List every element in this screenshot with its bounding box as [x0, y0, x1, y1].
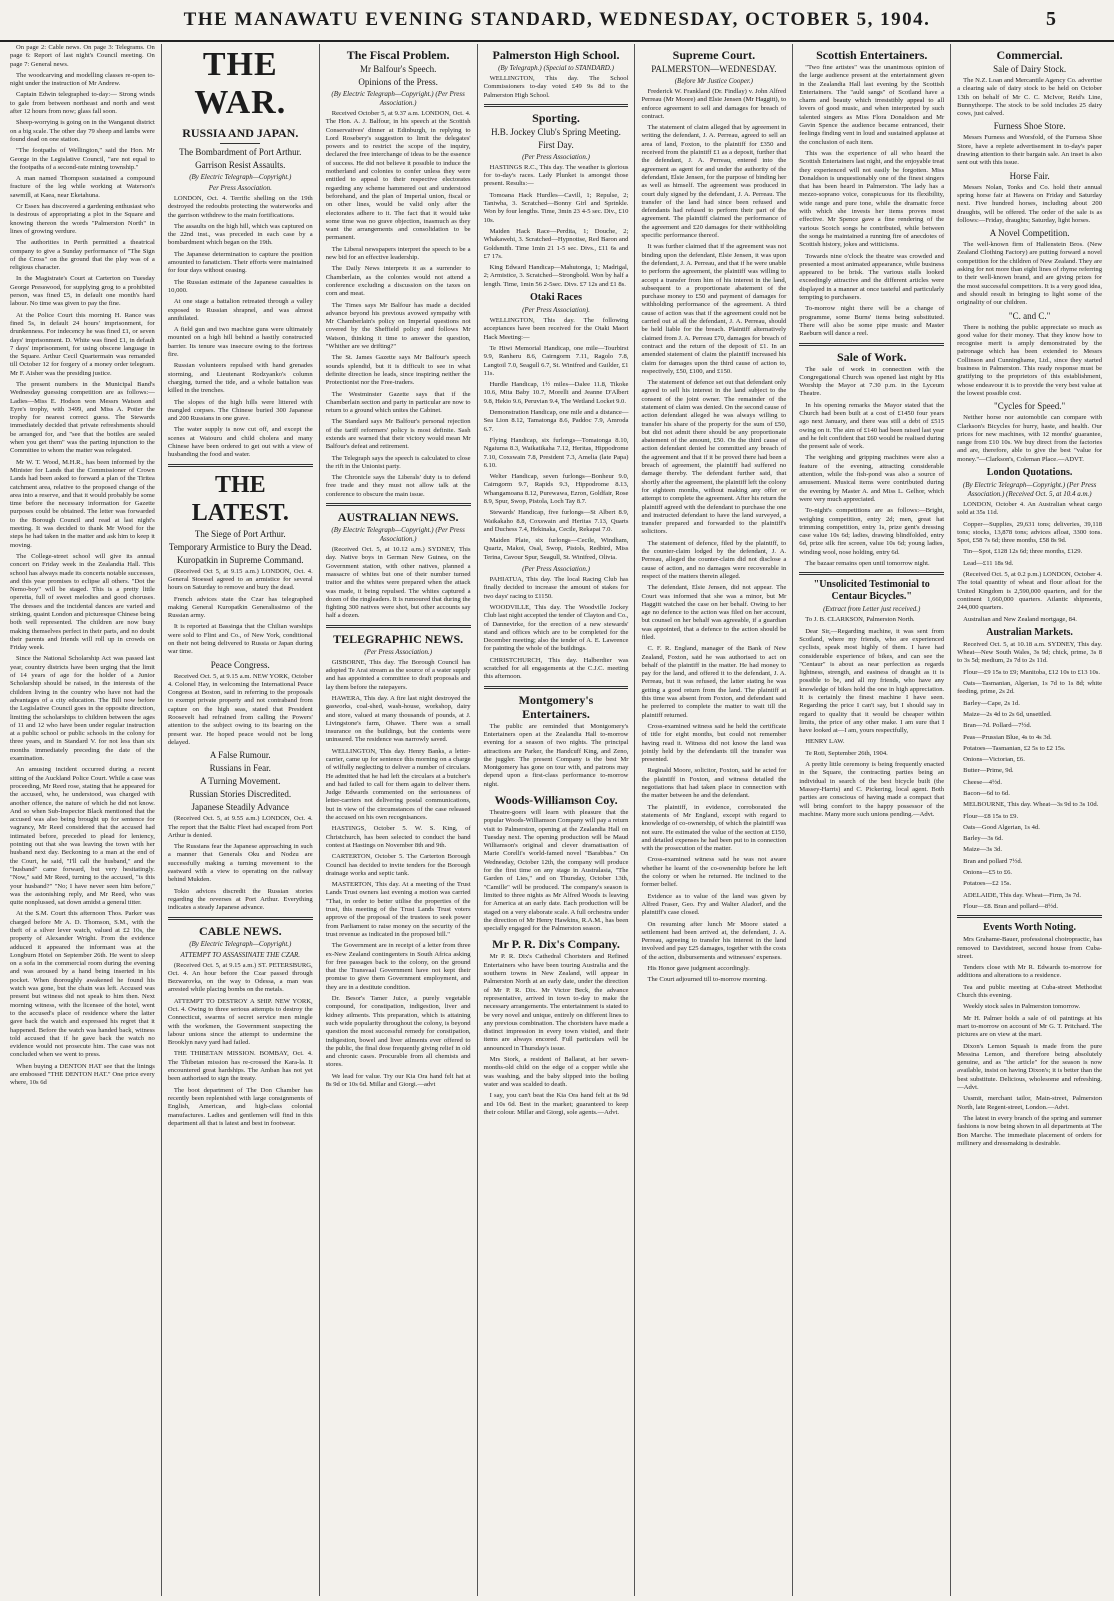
masthead	[0, 0, 1114, 42]
article-paragraph: CARTERTON, October 5. The Carterton Borough Council has decided to invite tenders for the Borough drainage works and septic tank.	[325, 853, 471, 877]
article-paragraph: WELLINGTON, This day. The following acceptances have been received for the Otaki Maori Hack Meeting:—	[483, 317, 629, 341]
article-paragraph: ADELAIDE, This day. Wheat—Firm, 3s 7d.	[963, 891, 1081, 899]
article-paragraph: The Standard says Mr Balfour's personal rejection of the tariff reformers' policy is most definite. Sash extends are warned that their victory would mean Mr Balfour's defeat and retirement.	[325, 418, 471, 451]
article-paragraph: There is nothing the public appreciate so much as good value for their money. That they know how to recognise merit is amply demonstrated by the patronage which has been extended to Messrs Collinson and Cunninghame, Ltd., since they started business in Palmerston. This ready response must be gratifying to the proprietors of this establishment, whose endeavour it is to provide the very best value at the lowest possible cost.	[957, 323, 1103, 397]
hb-body	[484, 164, 629, 289]
article-paragraph: The plaintiff, in evidence, corroborated the statements of Mr England, except with regard to knowledge of co-ownership, of which the plaintiff was not sure. He estimated the value of the section at £150, and detailed expenses he had been put to in connection with the prosecution of the matter.	[641, 803, 787, 853]
column-5	[635, 44, 793, 1596]
divider	[326, 625, 471, 628]
supreme-court-heading: Supreme Court.	[672, 48, 756, 62]
article-paragraph: Dr. Besor's Tamer Juice, a purely vegetable compound, for constipation, indigestion, liver and kidney ailments. This preparation, which is attaining such wide popularity throughout the colony, is beyond question the most successful remedy for constipation, indigestion, bowel and liver ailments ever offered to the public, the final dose frequently giving relief in old and chronic cases. Procurable from all chemists and stores.	[325, 995, 471, 1069]
article-paragraph: Potatoes—£2 15s.	[963, 880, 1012, 888]
turning-heading: A Turning Movement.	[200, 776, 281, 787]
supreme-court-subhead: PALMERSTON—WEDNESDAY.	[651, 64, 777, 74]
article-paragraph: C. F. R. England, manager of the Bank of New Zealand, Foxton, said he was authorised to act on behalf of the plaintiff in the matter. He had money to pay for the land, and offered it to the defendant, J. A. Perreau, but it was refused, the latter stating he was getting a good return from the land. The plaintiff at this time was absent from Foxton, and defendant said he preferred to complete the matter to wait till the plaintiff returned.	[641, 645, 787, 719]
article-paragraph: Tenders close with Mr R. Edwards to-morrow for additions and alterations to a residence.	[957, 964, 1103, 980]
article-paragraph: We lead for value. Try our Kia Ora hand felt hat at 8s 9d or 10s 6d. Millar and Giorgi.—advt	[325, 1072, 471, 1088]
article-paragraph: Maiden Plate, six furlongs—Cecile, Windham, Quartz, Makoi, Osal, Swop, Pistols, Redbird, Miss Terina, Cavour Spur, Seagull, St. Winifred, Olivia.	[483, 537, 629, 561]
article-paragraph: Received Oct. 5, at 10.18 a.m. SYDNEY, This day. Wheat—New South Wales, 3s 9d; chick, prime, 3s 8 to 3s 5d; medium, 2s 7d to 2s 11d.	[957, 640, 1103, 665]
cycles-heading: "Cycles for Speed."	[994, 401, 1066, 412]
war-subhead: RUSSIA AND JAPAN.	[182, 126, 299, 140]
article-paragraph: It is reported at Bassinga that the Chilian warships were sold to Flint and Co., of New York, conditional on their not being delivered to Russia or Japan during war time.	[167, 623, 313, 656]
article-paragraph: HASTINGS R.C., This day. The weather is glorious for to-day's races. Lady Plunket is amongst those present. Results:—	[483, 163, 629, 188]
novel-competition-body	[957, 241, 1102, 307]
article-paragraph: PAHIATUA, This day. The local Racing Club has finally decided to increase the amount of stakes for two days' racing to £1150.	[483, 576, 629, 600]
sale-of-work-body	[799, 366, 944, 569]
article-paragraph: Reginald Moore, solicitor, Foxton, said he acted for the plaintiff in Foxton, and witness detailed the negotiations that had taken place in connection with the matter between he and the defendant.	[641, 767, 787, 800]
article-paragraph: Stewards' Handicap, five furlongs—St Albert 8.9, Waikakaho 8.8, Coxswain and Heritas 7.13, Quarts and Duchess 7.4, Hekinaka, Cecile, Rekapai 7.0.	[483, 509, 629, 533]
war-body	[168, 195, 313, 460]
novel-competition-heading: A Novel Competition.	[989, 228, 1070, 239]
article-paragraph: HENRY LAW.	[805, 738, 845, 746]
divider	[484, 686, 629, 689]
horse-fair-heading: Horse Fair.	[1009, 170, 1050, 181]
article-paragraph: HAWERA, This day. A fire last night destroyed the gasworks, coal-shed, wash-house, workshop, dairy and store, valued at many thousands of pounds, at J. Livingstone's farm, Ohawe. There was a small insurance on the buildings, but the contents were uninsured. The residence was narrowly saved.	[325, 694, 471, 744]
article-paragraph: The authorities in Perth permitted a theatrical company to give a Sunday performance of "The Sign of the Cross" on the ground that the play was of a religious character.	[10, 239, 155, 272]
article-paragraph: (Received Oct 5, at 9.15 a.m.) LONDON, Oct. 4. General Stoessel agreed to an armistice for several hours on Saturday to remove and bury the dead.	[167, 567, 313, 592]
article-paragraph: Flour—£8 15s to £9.	[963, 812, 1019, 820]
war-credit: (By Electric Telegraph—Copyright.)	[189, 173, 292, 181]
article-paragraph: It was further claimed that if the agreement was not binding upon the defendant, Elsie Jensen, it was upon the defendant, J. A. Perreau, and that if he were unable to perform the agreement, the plaintiff was willing to accept a transfer from him of his interest in the land, subsequent to a proportionate abatement of the purchase money to £50 and payment of damages for withholding performance of the agreement. A third cause of action was that if the agreement could not be carried out at all the defendant, J. A. Perreau, should be held liable for the breach. Plaintiff alternatively claimed from J. A. Perreau £70, damages for breach of contract and the return of the deposit of £1. In an amended statement of claim the plaintiff increased his claim for damages upon the third cause of action to, respectively, £50, £100, and £150.	[641, 243, 787, 375]
australian-news-body	[326, 546, 471, 621]
london-quotations-body	[957, 501, 1102, 624]
high-school-heading: Palmerston High School.	[492, 48, 620, 62]
article-paragraph: Hurdle Handicap, 1½ miles—Dalee 11.8, Tikoke 10.6, Mita Baby 10.7, Morelli and Jeanne D'Albert 9.8, Hekio 9.6, Peruvian 9.4, The Wetland Locket 9.0.	[483, 381, 629, 405]
article-paragraph: The Court adjourned till to-morrow morning.	[647, 976, 767, 984]
war-subhead-3: Garrison Resist Assaults.	[195, 160, 286, 170]
pahiatua-credit: (Per Press Association.)	[522, 565, 590, 574]
page-number: 5	[1046, 8, 1056, 30]
australian-markets-heading: Australian Markets.	[986, 626, 1073, 638]
london-credit: (By Electric Telegraph—Copyright.) (Per Press Association.) (Received Oct. 5, at 10.4 a.m.)	[962, 480, 1097, 498]
peace-heading: Peace Congress.	[210, 659, 270, 670]
fiscal-subhead-2: Opinions of the Press.	[358, 77, 438, 87]
column-1	[4, 44, 162, 1596]
article-paragraph: "Two fine artistes" was the unanimous opinion of the large audience present at the entertainment given in the Zealandia Hall last evening by the Scottish Entertainers. The "auld sangs" of Scotland have a charm and beauty which irresistibly appeal to all lovers of good music, and when interpreted by such talented singers as Miss Flora Donaldson and Mr Gavin Spence the audience became entranced, their feelings finding vent in loud and sustained applause at the conclusion of each item.	[799, 64, 945, 146]
newspaper-columns	[4, 44, 1108, 1596]
dix-company-body	[484, 953, 629, 1117]
article-paragraph: On page 2: Cable news. On page 3: Telegrams. On page 6: Report of last night's Council meeting. On page 7: General news.	[10, 44, 155, 68]
article-paragraph: The Japanese determination to capture the position amounted to fanaticism. Their efforts were maintained for four days without ceasing.	[167, 250, 313, 275]
divider	[168, 917, 313, 920]
article-paragraph: In his opening remarks the Mayor stated that the Church had been built at a cost of £1450 four years ago next January, and there was still a debt of £515 owing on it. The aim of £140 had been raised last year and he felt confident that £60 would be realised during the present sale of work.	[799, 401, 945, 451]
article-paragraph: WELLINGTON, This day. The School Commissioners to-day voted £49 9s 8d to the Palmerston High School.	[483, 75, 629, 99]
article-paragraph: Captain Edwin telegraphed to-day:— Strong winds to gale from between northeast and north and west after 12 hours from now; glass fall soon.	[10, 91, 155, 116]
divider	[799, 572, 944, 575]
article-paragraph: The St. James Gazette says Mr Balfour's speech sounds splendid, but it is difficult to see in what definite direction he leads, since inspiring neither the Protectionist nor the Free-traders.	[325, 354, 471, 387]
article-paragraph: To-night's competitions are as follows:—Bright, weighing competition, entry 2d; men, great hat trimming competition, entry 1s, prize gent's dressing case value 10s 6d; ladies, drawing blindfolded, entry 6d, prize silk fire screen, value 10s 6d; young ladies, winding wool, nose holding, entry 6d.	[799, 507, 945, 556]
article-paragraph: The statement of claim alleged that by agreement in writing the defendant, J. A. Perreau, agreed to sell an area of land, Foxton, to the plaintiff for £350 and received from the plaintiff £1 as a deposit, further that the defendant, J. A. Perreau, entered into the agreement as agent for and under the authority of the defendant, Elsie Jensen, for the purpose of binding her as well as himself. The agreement was produced in court duly signed by the defendant, J. A. Perreau. The transfer of the land had since been refused and defendants had refused to perform their part of the agreement. The plaintiff claimed the performance of the agreement and £20 damages for their withholding specific performance thereof.	[641, 124, 787, 240]
latest-headline: THE LATEST.	[191, 471, 289, 526]
article-paragraph: MELBOURNE, This day. Wheat—3s 9d to 3s 10d.	[963, 801, 1099, 809]
peace-body	[168, 673, 313, 748]
article-paragraph: The Telegraph says the speech is calculated to close the rift in the Unionist party.	[325, 454, 471, 470]
high-school-body	[484, 75, 629, 100]
article-paragraph: At the Police Court this morning H. Rance was fined 5s, in default 24 hours' imprisonment, for drunkenness. For indecency he was fined £1, or seven days' imprisonment. D. White was fined £1, in default 7 days' imprisonment, for using obscene language in the Square. Arthur Cecil Quartermain was remanded till October 12 for forgery of a money order telegram. Mr F. Aisher was the presiding justice.	[10, 311, 155, 377]
horse-fair-body	[957, 184, 1102, 225]
war-credit-2: Per Press Association.	[208, 184, 272, 192]
article-paragraph: Weekly stock sales in Palmerston tomorrow.	[963, 1003, 1081, 1011]
cable-news-heading: CABLE NEWS.	[198, 923, 282, 938]
article-paragraph: Maize—2s 4d to 2s 6d, unsettled.	[963, 710, 1052, 718]
article-paragraph: Dixon's Lemon Squash is made from the pure Messina Lemon, and therefore being absolutely genuine, and as "the article" for the season is now available, insist on having Dixon's; it is better than the best substitute. Delicious, wholesome and refreshing.—Advt.	[957, 1042, 1103, 1092]
article-paragraph: King Edward Handicap—Mahutonga, 1; Madrigal, 2; Armistice, 3. Scratched—Strongbold. Won by half a length. Time, 1min 56 2-5sec. Divs. £7 12s and £1 8s.	[483, 264, 629, 288]
supreme-court-subhead-2: (Before Mr Justice Cooper.)	[674, 77, 753, 85]
article-paragraph: Mr H. Palmer holds a sale of oil paintings at his mart to-morrow on account of Mr G. T. Pritchard. The pictures are on view at the mart.	[957, 1014, 1103, 1039]
article-paragraph: Evidence as to value of the land was given by Alfred Fraser, Geo. Fry and Walter Aladorf, and the plaintiff's case closed.	[641, 892, 787, 917]
article-paragraph: At the S.M. Court this afternoon Thos. Parker was charged before Mr A. D. Thomson, S.M., with the theft of a silver lever watch, valued at £2 10s, the property of Alexander Wright. From the evidence adduced it appeared the informant was at the Longburn Hotel on September 26th. He went to sleep on a sofa in the commercial room during the evening and was aroused by a hand being inserted in his pocket. When thoroughly awakened he found his watch was gone, but the chain was left. Accused was present but witness did not speak to him then. Next morning witness, with the licensee of the hotel, went to the accused's place of residence where the latter gave back the watch and expressed his regret that it happened. Before the watch was handed back, witness told accused that if he gave back the watch no evidence would not prosecute him. The case was not concluded when we went to press.	[10, 910, 155, 1059]
article-paragraph: Messrs Furness and Worsfold, of the Furness Shoe Store, have a replete advertisement in to-day's paper drawing attention to their bargain sale. An inset is also sent out with this issue.	[957, 134, 1103, 167]
article-paragraph: The Russian estimate of the Japanese casualties is 10,000.	[167, 278, 313, 294]
article-paragraph: The statement of defence set out that defendant only agreed to sell his interest in the land subject to the consent of the joint owner. The remainder of the statement of claim was denied. On the second cause of action defendant alleged he was always willing to transfer his share of the property for the sum of £50, but did not admit there should be any proportionate abatement of the amount, £50. On the third cause of action defendant denied he committed any breach of the agreement and that if it be proved there had been a breach of agreement, the plaintiff had suffered no damage thereby. The defendant further said, that shortly after the agreement, the plaintiff left the colony for eighteen months, without making any offer or attempt to complete the agreement. After his return the plaintiff agreed with the defendant to purchase the one and instructed defendant to have the land surveyed, a transfer prepared and forwarded to the plaintiff's solicitors.	[641, 379, 787, 536]
australian-news-credit: (By Electric Telegraph—Copyright.) (Per Press Association.)	[331, 526, 465, 544]
article-paragraph: A pretty little ceremony is being frequently enacted in the Square, the contracting parties being an individual in search of the best bicycle built (the Massey-Harris) and C. Pickering, local agent. Both parties are conscious of having made a compact that will bring comfort to the happy possessor of the machine. Many more such unions pending.—Advt.	[799, 761, 945, 818]
article-paragraph: To J. B. CLARKSON, Palmerston North.	[805, 616, 915, 624]
latest-subhead: The Siege of Port Arthur.	[194, 528, 286, 539]
telegraphic-news-body	[326, 659, 471, 1090]
article-paragraph: Neither horse nor automobile can compare with Clarkson's Bicycles for hurry, haste, and health. Our prices for new machines, with 12 months' guarantee, range from £10 10s. We buy direct from the factories and are, therefore, able to give the best "value for money."—Clarkson's, Coleman Place.—ADVT.	[957, 414, 1103, 463]
article-paragraph: A man named Thompson sustained a compound fracture of the leg while working at Waterson's sawmill, at Kaea, near Eketahuna.	[10, 175, 155, 199]
article-paragraph: Oats—Tasmanian, Algerian, 1s 7d to 1s 8d; white feeding, prime, 2s 2d.	[957, 680, 1103, 696]
article-paragraph: The defendant, Elsie Jensen, did not appear. The Court was informed that she was a minor, but Mr Haggitt watched the case on her behalf. Owing to her age no defence to the action was filed on her account, but counsel on her behalf was agreeable, if a guardian was appointed, that a defence to the action should be filed.	[641, 584, 787, 641]
divider	[799, 343, 944, 346]
article-paragraph: WELLINGTON, This day. Henry Banks, a letter-carrier, came up for sentence this morning on a charge of wilfully neglecting to deliver a number of circulars. He admitted that he had left the circulars at a butcher's and had failed to call for them again to deliver them. Judge Edwards commented on the seriousness of letter-carriers not delivering postal communications, but in view of the circumstances of the case released the accused on his own recognisances.	[325, 747, 471, 822]
article-paragraph: Tomoana Hack Hurdles—Cavill, 1; Repulse, 2; Taniwha, 3. Scratched—Bonny Girl and Sprinkle. Won by four lengths. Time, 3min 23 4-5 sec. Div., £10 10s.	[483, 191, 629, 224]
furness-body	[957, 134, 1102, 167]
article-paragraph: ATTEMPT TO DESTROY A SHIP. NEW YORK, Oct. 4. Owing to three serious attempts to destroy the Connecticut, swarms of secret service men mingle with the workmen, the Government suspecting the labour unions since the attempt to undermine the Brooklyn navy yard had failed.	[167, 997, 313, 1047]
article-paragraph: Cr Essex has discovered a gardening enthusiast who is desirous of appropriating a plot in the Square and knowing thereon the words "Palmerston North" in lines of growing verdure.	[10, 203, 155, 235]
article-paragraph: Sheep-worrying is going on in the Wanganui district on a big scale. The other day 79 sheep and lambs were found dead on one station.	[10, 119, 155, 143]
c-and-c-body	[957, 324, 1102, 399]
article-paragraph: Bacon—6d to 6d.	[963, 790, 1010, 797]
article-paragraph: Mrs Stork, a resident of Ballarat, at her seven-months-old child on the edge of a copper while she was washing, and the baby slipped into the boiling water and was scalded to death.	[483, 1056, 629, 1088]
article-paragraph: LONDON, October 4. An Australian wheat cargo sold at 35s 11d.	[957, 500, 1103, 517]
article-paragraph: An amusing incident occurred during a recent sitting of the Auckland Police Court. While a case was proceeding, Mr Reed rose, stating that he appeared for the accused, who, he understood, was charged with another offence, the nature of which he did not know. And so when Sub-Inspector Black mentioned that the accused was also being brought up for sentence for vagrancy, Mr Reed considered that the accused had intimated before, preceded to plead for leniency, pointing out that she was leaving the town with her husband next day. Beckoning to a man at the end of the Court, he said, "I'll call the husband," and the "husband" came forward, but very hesitatingly. "Now," said Mr Reed, turning to the accused, "is this your husband?" "No; I have never seen him before," was the astonishing reply, and Mr Reed, who was quite nonplussed, sat down amidst a general titter.	[10, 766, 155, 907]
stories-heading: Russian Stories Discredited.	[189, 789, 292, 800]
article-paragraph: To-morrow night there will be a change of programme, some Burns' items being substituted. There will also be some pipe music and Master Raeburn will dance a reel.	[799, 305, 945, 338]
telegraphic-news-heading: TELEGRAPHIC NEWS.	[333, 631, 464, 646]
article-paragraph: Received Oct. 5, at 9.15 a.m. NEW YORK, October 4. Colonel Hay, in welcoming the International Peace Congress at Boston, said in referring to the proposals to exempt private property and not contraband from capture on the high seas, stated that President Roosevelt had refrained from calling the Powers' attention to the subject owing to its bearing on the present war. He hoped peace would not be long delayed.	[167, 672, 313, 746]
article-paragraph: Mrs Grahame-Bauer, professional choiropractic, has removed to Davidstreet, second house from Cuba-street.	[957, 936, 1103, 960]
article-paragraph: In the Magistrate's Court at Carterton on Tuesday George Presswood, for supplying grog to a prohibited person, was fined £5, in default one month's hard labour. No time was given to pay the fine.	[10, 275, 155, 308]
pahiatua-body	[484, 576, 629, 682]
scottish-entertainers-heading: Scottish Entertainers.	[816, 48, 928, 62]
article-paragraph: MASTERTON, This day. At a meeting of the Trust Lands Trust owners last evening a motion was carried "That, in order to better utilise the properties of the trust, this meeting of the Trust Lands Trust voters approve of the proposal of the trustees to seek power from Parliament to raise money on the security of the trust revenue as indicated in the proposed bill."	[325, 881, 471, 938]
article-paragraph: WOODVILLE, This day. The Woodville Jockey Club last night accepted the tender of Clayton and Co., of Dannevirke, for the erection of a new stewards' stand and offices which are to be completed for the December meeting; also the tender of A. E. Lawrence for painting the whole of the buildings.	[483, 603, 629, 653]
article-paragraph: Maize—3s 3d.	[963, 846, 1002, 854]
article-paragraph: His Honor gave judgment accordingly.	[647, 964, 750, 972]
rumour-body	[168, 815, 313, 912]
advance-heading: Japanese Steadily Advance	[191, 802, 290, 813]
article-paragraph: Welter Handicap, seven furlongs—Bonheur 9.0, Cairngorm 9.7, Rapids 9.3, Hippodrome 8.13, Whangamoana 8.12, Purewawa, Ezron, Goldfair, Rose 8.9, Spur, Swop, Pistola, Loch Tay 8.7.	[483, 473, 629, 505]
article-paragraph: (Received Oct. 5, at 9.55 a.m.) LONDON, Oct. 4. The report that the Baltic Fleet had escaped from Port Arthur is denied.	[167, 815, 313, 839]
article-paragraph: The latest in every branch of the spring and summer fashions is now being shown in all departments at The Bon Marche. The immediate placement of orders for millinery and dressmaking is desirable.	[957, 1114, 1103, 1147]
otaki-heading: Otaki Races	[530, 292, 582, 304]
dairy-heading: Sale of Dairy Stock.	[993, 64, 1067, 74]
fiscal-headline: The Fiscal Problem.	[346, 48, 450, 62]
article-paragraph: The Times says Mr Balfour has made a decided advance beyond his previous avowed sympathy with Mr Chamberlain's policy on Imperial questions not covered by the Sheffield policy and follows Mr Watson, thinking it time to answer the question, "Whither are we drifting?"	[325, 301, 471, 351]
article-paragraph: Cross-examined witness said he was not aware whether he learnt of the co-ownership before he left the colony or when he returned. He inclined to the former belief.	[641, 856, 787, 889]
divider	[168, 464, 313, 467]
article-paragraph: Demonstration Handicap, one mile and a distance—Sea Lion 8.12, Tamatonga 8.6, Paddoc 7.9, Amroda 6.7.	[483, 409, 629, 433]
article-paragraph: (Received Oct. 5, at 9.15 a.m.) ST. PETERSBURG, Oct. 4. An hour before the Czar passed through Bezwarovka, on the way to Odessa, a man was arrested while placing bombs on the metals.	[167, 961, 313, 994]
war-subhead-2: The Bombardment of Port Arthur.	[179, 147, 302, 157]
article-paragraph: Copper—Supplies, 29,631 tons; deliveries, 39,118 tons; stocks, 13,878 tons; advices afloat, 3300 tons. Spot, £58 7s 6d; three months, £58 8s 9d.	[957, 520, 1103, 545]
article-paragraph: Flying Handicap, six furlongs—Tomatonga 8.10, Ngaiuma 8.3, Waikatikaha 7.12, Heritas, Hippodrome 7.10, Coxswain 7.8, President 7.3, Amelia (late Papa) 6.10.	[483, 436, 629, 469]
high-school-credit: (By Telegraph.) (Special to STANDARD.)	[498, 64, 614, 72]
sporting-heading: Sporting.	[532, 110, 580, 125]
article-paragraph: Dear Sir,—Regarding machine, it was sent from Scotland, where my friends, who are experienced cyclists, speak most highly of them. I have had considerable experience of bikes, and can see the "Centaur" is about as near perfection as regards lightness, strength, and easiness of draught as it is possible to be, and all my friends, who have any knowledge of bikes hold the one in high appreciation. It is certainly the finest machine I have seen. Regarding the price I can't say, but I should say in regard to quality that it would be cheaper within limits, the price of any other make. I am sure that I have looked at—I am, yours respectfully,	[799, 627, 945, 735]
article-paragraph: Frederick W. Frankland (Dr. Findlay) v. John Alfred Perreau (Mr Moore) and Elsie Jensen (Mr Haggitt), to enforce agreement to sell and damages for breach of contract.	[641, 88, 787, 120]
article-paragraph: The present numbers in the Municipal Band's Wednesday guessing competition are as follows:—Ladies—Miss E. Hodson won Messrs Watson and Eyre's trophy, with 3499, and Miss A. Potier the trophy for nearest correct guess. The Stewards immediately decided that private refreshments should be arranged for, and "see that the bottles are sealed when you get them" was the parting injunction to the Committee to whom the matter was relegated.	[10, 380, 155, 455]
article-paragraph: The assaults on the high hill, which was captured on the 22nd inst., was preceded in each case by a bombardment which began on the 19th.	[167, 222, 313, 247]
article-paragraph: The woodcarving and modelling classes re-open to-night under the instruction of Mr Andrew.	[10, 71, 155, 88]
fiscal-subhead: Mr Balfour's Speech.	[359, 64, 437, 74]
column-3	[320, 44, 478, 1596]
fiscal-body	[326, 110, 471, 499]
montgomery-heading: Montgomery's Entertainers.	[518, 692, 594, 721]
dix-company-heading: Mr P. R. Dix's Company.	[492, 937, 620, 952]
article-paragraph: Tin—Spot, £128 12s 6d; three months, £129.	[963, 548, 1083, 556]
war-headline: THE WAR.	[194, 46, 287, 121]
article-paragraph: The weighing and gripping machines were also a feature of the evening, attracting considerable attention, while the fish-pond was also a source of amusement. Musical items were contributed during the evening by Master A. and Miss L. Gelhor, which were very much appreciated.	[799, 454, 945, 503]
cable-subhead: ATTEMPT TO ASSASSINATE THE CZAR.	[180, 950, 301, 959]
article-paragraph: Potatoes—Tasmanian, £2 5s to £2 15s.	[963, 744, 1066, 752]
unsolicited-subhead: (Extract from Letter just received.)	[823, 605, 921, 614]
article-paragraph: "The footpaths of Wellington," said the Hon. Mr George in the Legislative Council, "are not equal to the footpaths of a second-rate mining township."	[10, 147, 155, 171]
column-2	[162, 44, 320, 1596]
article-paragraph: Russian volunteers repulsed with hand grenades storming, and Lieutenant Rodzyanko's column charging, turned the tide, and a whole battalion was killed in the trenches.	[167, 362, 313, 395]
divider	[220, 143, 260, 144]
article-paragraph: Australian and New Zealand mortgage, 84.	[963, 615, 1077, 623]
newspaper-title: THE MANAWATU EVENING STANDARD, WEDNESDAY, OCTOBER 5, 1904.	[183, 9, 931, 30]
london-quotations-heading: London Quotations.	[986, 466, 1073, 478]
article-paragraph: Barley—Cape, 2s 1d.	[963, 699, 1020, 707]
article-paragraph: Onions—Victorian, £6.	[963, 756, 1025, 764]
article-paragraph: Bran and pollard 7½d.	[963, 857, 1023, 865]
australian-news-heading: AUSTRALIAN NEWS.	[337, 510, 459, 525]
article-paragraph: Cross-examined witness said he held the certificate of title for eight months, but could not remember having read it. Witness did not know the land was jointly held by the defendants till the transfer was presented.	[641, 722, 787, 764]
column-6	[793, 44, 951, 1596]
events-heading: Events Worth Noting.	[983, 922, 1077, 934]
furness-heading: Furness Shoe Store.	[993, 121, 1066, 132]
australian-markets-body	[957, 641, 1102, 911]
article-paragraph: Maiden Hack Race—Perdita, 1; Douche, 2; Whakawehi, 3. Scratched—Hypnotise, Red Baron and Goldsmith. Time 1min 21 1-5 sec. Divs., £11 6s and £7 17s.	[483, 227, 629, 260]
unsolicited-heading: "Unsolicited Testimonial to Centaur Bicycles."	[813, 579, 930, 603]
latest-body	[168, 568, 313, 657]
woods-williamson-body	[484, 809, 629, 933]
article-paragraph: A field gun and two machine guns were ultimately mounted on a high hill behind a hastily constructed barrier. Its tenure was insecure owing to the fortress fire.	[167, 326, 313, 359]
article-paragraph: Bran—7d. Pollard—7½d.	[963, 722, 1032, 730]
article-paragraph: The water supply is now cut off, and except the scenes at Waiouru and child cholera and many Chinese have been ordered to get out with a view of husbanding the food and water.	[167, 426, 313, 459]
article-paragraph: This was the experience of all who heard the Scottish Entertainers last night, and the enjoyable treat they experienced will not easily be forgotten. Miss Donaldson is unquestionably one of the finest singers that has been heard in Palmerston. The lady has a mezzo-soprano voice, conspicuous for its flexibility, wide range and pure tone, while the dramatic force with which she invests her items proves most effective. Mr Spence gave a fine rendering of the various Scotch songs he contributed, while between the songs he maintained a running fire of anecdotes of Scottish history, jokes and witticisms.	[799, 149, 945, 249]
article-paragraph: When buying a DENTON HAT see that the linings are embossed "THE DENTON HAT." One price every where, 10s 6d	[10, 1062, 155, 1087]
article-paragraph: Towards nine o'clock the theatre was crowded and presented a most animated appearance, while business appeared to be brisk. The various stalls looked exceedingly attractive and the different articles were displayed in a manner at once tasteful and particularly tempting to purchasers.	[799, 252, 945, 302]
telegraphic-news-credit: (Per Press Association.)	[364, 647, 433, 656]
cable-credit: (By Electric Telegraph—Copyright.)	[189, 939, 292, 948]
latest-subhead-2: Temporary Armistice to Bury the Dead.	[168, 541, 312, 552]
article-paragraph: The boot department of The Don Chamber has recently been replenished with large consignments of English, American, and high-class colonial manufactures. Ladies and gentlemen will find in this department all that is latest and best in footwear.	[167, 1086, 313, 1127]
article-paragraph: Since the National Scholarship Act was passed last year, country districts have been urging that the limit of 14 years of age for the holder of a Junior Scholarship should be raised, in the interests of the children living in the country who have not had the advantages of a city education. The Bill now before the Legislative Council goes in the opposite direction, limiting the scholarships to children between the ages of 11 and 12 who have been under regular instruction at a public school or public schools in the colony for three years, and in Standard V. for not less than six months immediately preceding the date of the examination.	[10, 655, 155, 763]
article-paragraph: Lead—£11 18s 9d.	[963, 559, 1014, 567]
article-paragraph: The public are reminded that Montgomery's Entertainers open at the Zealandia Hall to-morrow evening for a season of two nights. The principal attractions are Parker, the Handcuff King, and Zeno, the juggler. The present Company is the best Mr Montgomery has gone on tour with, and patrons may depend upon a first-class performance to-morrow night.	[483, 722, 629, 788]
fiscal-credit: (By Electric Telegraph—Copyright.) (Per Press Association.)	[331, 90, 465, 107]
article-paragraph: Butter—Prime, 9d.	[963, 767, 1014, 775]
hb-credit: (Per Press Association.)	[522, 152, 590, 161]
article-paragraph: The Chronicle says the Liberals' duty is to defend free trade and they must not allow talk at the conference to obscure the main issue.	[325, 474, 471, 498]
divider	[957, 915, 1102, 918]
article-paragraph: Te Roti, September 26th, 1904.	[805, 749, 888, 757]
article-paragraph: The Westminster Gazette says that if the Chamberlain section and party in particular are now to return to a ground which unites the Cabinet.	[325, 390, 471, 415]
article-paragraph: HASTINGS, October 5. W. S. King, of Christchurch, has been selected to conduct the band contest at Hastings on November 8th and 9th.	[325, 825, 471, 849]
commercial-heading: Commercial.	[996, 48, 1063, 62]
article-paragraph: CHRISTCHURCH, This day. Halberdier was scratched for all engagements at the C.J.C. meeting this afternoon.	[483, 656, 629, 681]
article-paragraph: On resuming after lunch Mr Moore stated a settlement had been arrived at, the defendant, J. A. Perreau, agreeing to transfer his interest in the land involved and pay £25 damages, together with the costs of the action, disbursements and witnesses' expenses.	[641, 920, 787, 961]
article-paragraph: Tokio advices discredit the Russian stories regarding the reverses at Port Arthur. Everything indicates a steady Japanese advance.	[167, 887, 313, 912]
c-and-c-heading: "C. and C."	[1008, 310, 1051, 321]
cable-body	[168, 962, 313, 1129]
article-paragraph: The well-known firm of Hallenstein Bros. (New Zealand Clothing Factory) are putting forward a novel competition for the children of New Zealand. They are asking for not more than eight lines of rhyme referring to their well-known brand, and are giving prizes for the most successful competitors. It is a very good idea, and should result in bringing to light some of the originality of our children.	[957, 241, 1103, 307]
article-paragraph: Messrs Nolan, Tonks and Co. hold their annual spring horse fair at Hawera on Friday and Saturday next. Five hundred horses, including about 200 draughts, will be offered. The order of the sale is as follows:—Friday, draughts; Saturday, light horses.	[957, 183, 1103, 224]
article-paragraph: Te Hiwi Memorial Handicap, one mile—Tourbirst 9.9, Ranheru 8.6, Cairngorm 7.11, Ragolo 7.8, Langtoil 7.0, Seagull 6.7, St. Winifred and Guilder, £1 11s.	[483, 344, 629, 377]
article-paragraph: Tea and public meeting at Cuba-street Methodist Church this evening.	[957, 983, 1103, 1000]
events-body	[957, 936, 1102, 1148]
article-paragraph: Oats—Good Algerian, 1s 4d.	[963, 823, 1040, 831]
montgomery-body	[484, 723, 629, 789]
woods-williamson-heading: Woods-Williamson Coy.	[494, 793, 618, 807]
article-paragraph: Theatre-goers will learn with pleasure that the popular Woods-Williamson Company will pay a return visit to Palmerston, opening at the Zealandia Hall on Tuesday next. The opening production will be Maud Williamson's original and clever dramatisation of Marie Corelli's world-famed novel "Barabbas." On Wednesday, October 12th, the company will produce for the first time on any stage in Australasia, "The Garden of Lies," and on Thursday, October 13th, "Camille" will be produced. The company's season is limited to three nights as Mr Alfred Woods is leaving for America at an early date. Each production will be staged on a very elaborate scale. A full orchestra under the direction of Mr Henry Hawkins, R.A.M., has been specially engaged for the Palmerston season.	[483, 809, 629, 933]
article-paragraph: At one stage a battalion retreated through a valley exposed to Russian shrapnel, and was almost annihilated.	[167, 298, 313, 322]
article-paragraph: French advices state the Czar has telegraphed making General Kuropatkin Generalissimo of the Russian army.	[167, 595, 313, 620]
article-paragraph: (Received Oct. 5, at 10.12 a.m.) SYDNEY, This day. Native boys in German New Guinea, on the Government station, with other natives, planned a massacre of whites but one of their number turned traitor and the whites were prepared when the attack was made, it being repulsed. The whites captured a dozen of the ringleaders. It is rumoured that during the fighting 300 natives were shot, but other accounts say half a dozen.	[325, 546, 471, 620]
column-4	[478, 44, 636, 1596]
article-paragraph: LONDON, Oct. 4. Terrific shelling on the 19th destroyed the redoubts protecting the waterworks and the garrison withdrew to the main fortifications.	[167, 195, 313, 219]
fear-heading: Russians in Fear.	[209, 763, 271, 774]
otaki-credit: (Per Press Association).	[522, 306, 590, 315]
article-paragraph: The slopes of the high hills were littered with mangled corpses. The Chinese buried 300 Japanese and 200 Russians in one grave.	[167, 398, 313, 423]
article-paragraph: Onions—£5 to £6.	[963, 869, 1013, 877]
article-paragraph: Barley—3s 6d.	[963, 835, 1004, 843]
scottish-entertainers-body	[799, 64, 944, 339]
article-paragraph: The bazaar remains open until tomorrow night.	[805, 560, 930, 568]
article-paragraph: Peas—Prussian Blue, 4s to 4s 3d.	[963, 733, 1052, 741]
article-paragraph: (Received Oct. 5, at 0.2 p.m.) LONDON, October 4. The total quantity of wheat and flour afloat for the United Kingdom is 2,590,000 quarters, and for the continent 1,660,000 quarters. Atlantic shipments, 244,000 quarters.	[957, 571, 1103, 612]
article-paragraph: Mr P. R. Dix's Cathedral Choristers and Refined Entertainers who have been touring Australia and the southern towns in New Zealand, will appear in Palmerston North at an early date, under the direction of Mr P. R. Dix. Mr Victor Beck, the advance representative, arrived in town to-day to make the necessary arrangements. The entertainment is stated to be very novel and unique, entirely on different lines to any previous combination. The choristers have made a distinct impression in every town visited, and their items are always encored. Full particulars will be announced in Thursday's issue.	[483, 953, 629, 1052]
dairy-body	[957, 77, 1102, 118]
article-paragraph: The Daily News interprets it as a surrender to Chamberlain, as the colonies would not attend a conference excluding a discussion on the taxes on corn and meat.	[325, 265, 471, 298]
article-paragraph: GISBORNE, This day. The Borough Council has adopted Te Arai stream as the source of a water supply and has appointed a committee to draft proposals and lay them before the ratepayers.	[325, 658, 471, 691]
sale-of-work-heading: Sale of Work.	[837, 349, 907, 364]
article-paragraph: Flour—£9 15s to £9; Manitoba, £12 10s to £13 10s.	[963, 668, 1100, 676]
article-paragraph: The sale of work in connection with the Congregational Church was opened last night by His Worship the Mayor at 7.30 p.m. in the Lyceum Theatre.	[799, 365, 945, 398]
article-paragraph: The Russians fear the Japanese approaching in such a manner that Generals Oku and Nodzu are successfully making a turning movement to the eastward with a view to operating on the railway behind Mukden.	[167, 843, 313, 884]
latest-subhead-3: Kuropatkin in Supreme Command.	[177, 554, 304, 565]
supreme-court-body	[641, 88, 786, 985]
cycles-body	[957, 414, 1102, 464]
article-paragraph: The Liberal newspapers interpret the speech to be a new bid for an effective leadership.	[325, 245, 471, 262]
rumour-heading: A False Rumour.	[209, 750, 271, 761]
article-paragraph: The statement of defence, filed by the plaintiff, to the counter-claim lodged by the defendant, J. A. Perreau, alleged the counter-claim did not disclose a cause of action, and no damages were recoverable in respect of the matters therein alleged.	[641, 539, 787, 580]
article-paragraph: The Government are in receipt of a letter from three ex-New Zealand contingenters in South Africa asking for free passages back to the colony, on the ground that the Transvaal Government have not kept their promise to give them Government employment, and they are in a destitute condition.	[325, 942, 471, 991]
article-paragraph: Flour—£8. Bran and pollard—8½d.	[963, 902, 1059, 910]
otaki-body	[484, 317, 629, 562]
hb-jockey-heading: H.B. Jockey Club's Spring Meeting.	[491, 126, 621, 137]
article-paragraph: I say, you can't beat the Kia Ora hand felt at 8s 9d and 10s 6d. Best in the market; guaranteed to keep their colour. Millar and Giorgi, sole agents.—Advt.	[483, 1092, 629, 1116]
article-paragraph: Ussmit, merchant tailor, Main-street, Palmerston North, late Regent-street, London.—Advt.	[957, 1095, 1103, 1111]
column-7	[951, 44, 1108, 1596]
article-paragraph: The N.Z. Loan and Mercantile Agency Co. advertise a clearing sale of dairy stock to be held on October 13th on behalf of Mr C. C. McIvor, Reid's Line, Bunnythorpe. The stock to be sold includes 25 dairy cows, just calved.	[957, 77, 1103, 118]
article-paragraph: Received October 5, at 9.37 a.m. LONDON, Oct. 4. The Hon. A. J. Balfour, in his speech at the Scottish Conservatives' dinner at Edinburgh, in replying to Lord Rosebery's suggestion to limit the delegates' powers and to restrict the scope of the inquiry, declared the free interchange of ideas to be the essence of success. He did not believe it possible to induce the motherland and colonies to confer unless they were entitled to appeal to their respective electorates regarding any scheme hammered out and understood beforehand, and the plan of Imperial union, fiscal or on other lines, would be valid only after the electorates adhere to it. The fact that it would take some time was no grave objection, inasmuch as they want the arrangements and consolidation to be permanent.	[325, 110, 471, 242]
article-paragraph: THE THIBETAN MISSION. BOMBAY, Oct. 4. The Thibetan mission has re-crossed the Kara-la. It encountered great hardships. The Amban has not yet been authorised to sign the treaty.	[167, 1050, 313, 1083]
article-paragraph: The College-street school will give its annual concert on Friday week in the Zealandia Hall. This school has always made its concerts notable successes, and this year promises to eclipse all others. "Dot the Nemo-boy" will be staged. This is a pretty little operetta, full of sweet melodies and good choruses. The dresses and the incidental dances are varied and striking, quaint London and picturesque Chinese being both well represented. The children are now busy making themselves perfect in their parts, and no doubt their parents and friends will roll up in crowds on Friday week.	[10, 552, 155, 652]
divider	[484, 104, 629, 107]
first-day-heading: First Day.	[538, 139, 574, 150]
article-paragraph: Cheese—4½d.	[963, 778, 1002, 786]
unsolicited-body	[799, 616, 944, 819]
divider	[326, 503, 471, 506]
article-paragraph: Mr W. T. Wood, M.H.R., has been informed by the Minister for Lands that the Commissioner of Crown Lands had been asked to forward a plan of the Tiritea catchment area, relative to the proposed change of the area into a reserve, and that it would probably be some time before the necessary information for Gazette purposes could be obtained. The letter was forwarded to the Borough Council and read at last night's meeting. It was decided to thank Mr Wood for the steps he had taken in the matter and ask him to keep it moving.	[10, 458, 155, 549]
